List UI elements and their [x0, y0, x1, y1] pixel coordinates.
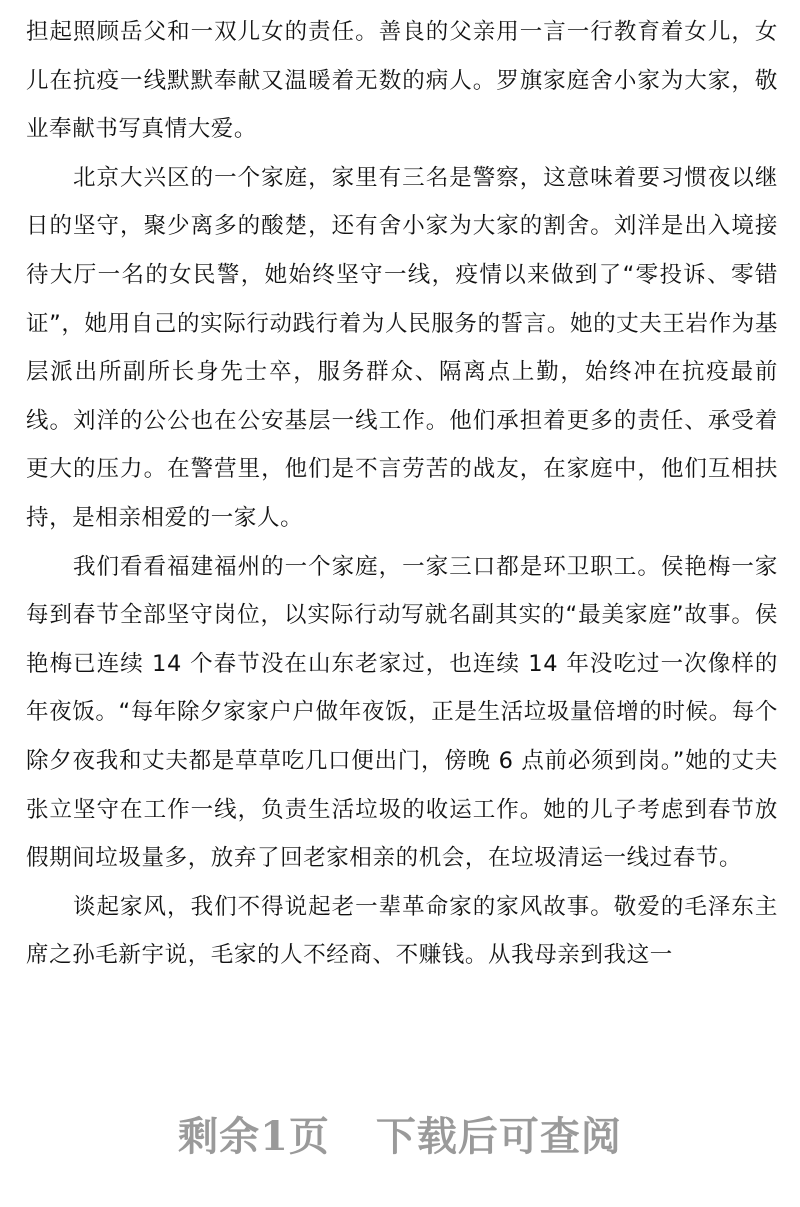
paragraph-3: 我们看看福建福州的一个家庭，一家三口都是环卫职工。侯艳梅一家每到春节全部坚守岗位，以实际行动写就名副其实的“最美家庭”故事。侯艳梅已连续 14 个春节没在山东老家过，也连续 14 年没吃过一次像样的年夜饭。“每年除夕家家户户做年夜饭，正是生活垃圾量倍增的时候。每个除夕夜我和丈夫都是草草吃几口便出门，傍晚 6 点前必须到岗。”她的丈夫张立坚守在工作一线，负责生活垃圾的收运工作。她的儿子考虑到春节放假期间垃圾量多，放弃了回老家相亲的机会，在垃圾清运一线过春节。 — [26, 553, 778, 872]
document-body — [26, 8, 778, 980]
paragraph-1: 担起照顾岳父和一双儿女的责任。善良的父亲用一言一行教育着女儿，女儿在抗疫一线默默奉献又温暖着无数的病人。罗旗家庭舍小家为大家，敬业奉献书写真情大爱。 — [26, 19, 778, 143]
paragraph-2: 北京大兴区的一个家庭，家里有三名是警察，这意味着要习惯夜以继日的坚守，聚少离多的酸楚，还有舍小家为大家的割舍。刘洋是出入境接待大厅一名的女民警，她始终坚守一线，疫情以来做到了“零投诉、零错证”，她用自己的实际行动践行着为人民服务的誓言。她的丈夫王岩作为基层派出所副所长身先士卒，服务群众、隔离点上勤，始终冲在抗疫最前线。刘洋的公公也在公安基层一线工作。他们承担着更多的责任、承受着更大的压力。在警营里，他们是不言劳苦的战友，在家庭中，他们互相扶持，是相亲相爱的一家人。 — [26, 164, 778, 531]
download-hint-label[interactable]: 下载后可查阅 — [375, 1113, 622, 1160]
download-banner[interactable] — [0, 1105, 800, 1162]
paragraph-4: 谈起家风，我们不得说起老一辈革命家的家风故事。敬爱的毛泽东主席之孙毛新宇说，毛家的人不经商、不赚钱。从我母亲到我这一 — [26, 893, 778, 969]
remaining-pages-label[interactable]: 剩余1页 — [178, 1113, 330, 1160]
